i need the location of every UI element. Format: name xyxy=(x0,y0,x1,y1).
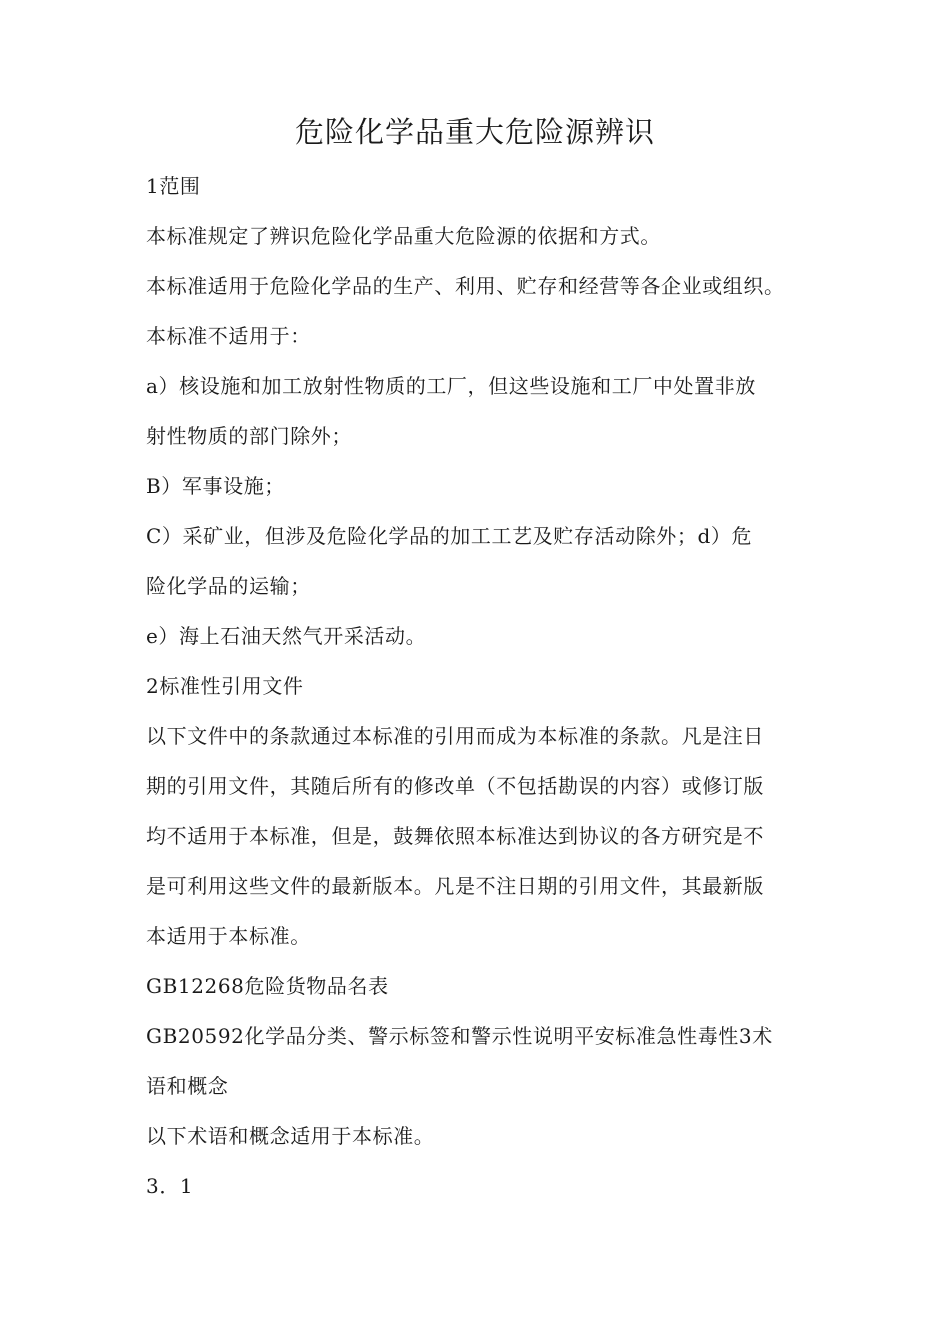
paragraph-line: 本标准规定了辨识危险化学品重大危险源的依据和方式。 xyxy=(146,224,661,248)
section-heading-scope: 1范围 xyxy=(146,174,201,198)
section-heading-references: 2标准性引用文件 xyxy=(146,674,304,698)
list-item-b: B）军事设施； xyxy=(146,474,285,498)
paragraph-line: 本标准不适用于： xyxy=(146,324,311,348)
reference-gb12268: GB12268危险货物品名表 xyxy=(146,974,389,998)
subsection-number: 3．1 xyxy=(146,1174,194,1198)
paragraph-line: 本标准适用于危险化学品的生产、利用、贮存和经营等各企业或组织。 xyxy=(146,274,785,298)
paragraph-line: 以下术语和概念适用于本标准。 xyxy=(146,1124,435,1148)
paragraph-line: 期的引用文件，其随后所有的修改单（不包括勘误的内容）或修订版 xyxy=(146,774,764,798)
list-item-a-continued: 射性物质的部门除外； xyxy=(146,424,352,448)
paragraph-line: 均不适用于本标准，但是，鼓舞依照本标准达到协议的各方研究是不 xyxy=(146,824,764,848)
paragraph-line: 是可利用这些文件的最新版本。凡是不注日期的引用文件，其最新版 xyxy=(146,874,764,898)
paragraph-line: 本适用于本标准。 xyxy=(146,924,311,948)
list-item-a: a）核设施和加工放射性物质的工厂，但这些设施和工厂中处置非放 xyxy=(146,374,756,398)
reference-gb20592: GB20592化学品分类、警示标签和警示性说明平安标准急性毒性3术 xyxy=(146,1024,773,1048)
list-item-e: e）海上石油天然气开采活动。 xyxy=(146,624,427,648)
paragraph-line: 以下文件中的条款通过本标准的引用而成为本标准的条款。凡是注日 xyxy=(146,724,764,748)
list-item-d-continued: 险化学品的运输； xyxy=(146,574,311,598)
section-heading-terms-continued: 语和概念 xyxy=(146,1074,229,1098)
list-item-c: C）采矿业，但涉及危险化学品的加工工艺及贮存活动除外；d）危 xyxy=(146,524,753,548)
document-title: 危险化学品重大危险源辨识 xyxy=(294,115,655,149)
